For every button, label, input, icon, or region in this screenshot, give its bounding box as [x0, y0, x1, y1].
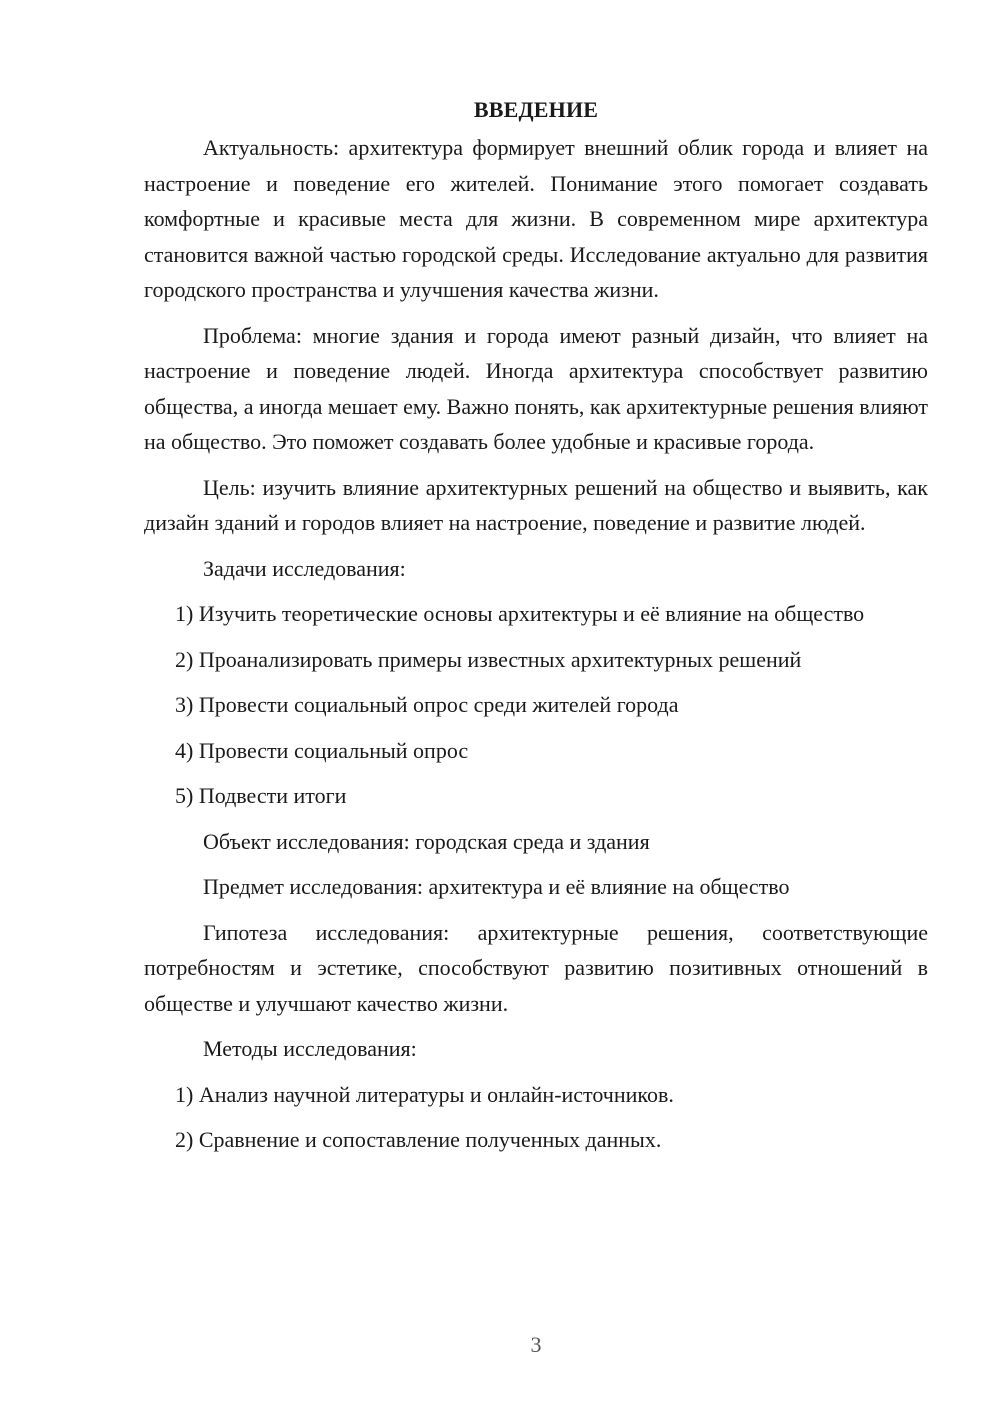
method-item-1: 1) Анализ научной литературы и онлайн-источников. — [175, 1081, 674, 1107]
task-item-4: 4) Провести социальный опрос — [175, 737, 469, 763]
section-title: ВВЕДЕНИЕ — [473, 97, 599, 122]
task-item-1: 1) Изучить теоретические основы архитектуры и её влияние на общество — [175, 601, 865, 626]
tasks-heading: Задачи исследования: — [203, 555, 406, 581]
task-item-3: 3) Провести социальный опрос среди жителей города — [175, 692, 679, 717]
method-item-2: 2) Сравнение и сопоставление полученных данных. — [175, 1127, 662, 1152]
task-item-2: 2) Проанализировать примеры известных архитектурных решений — [175, 646, 802, 672]
problem-paragraph: Проблема: многие здания и города имеют разный дизайн, что влияет на настроение и поведение людей. Иногда архитектура способствует развитию общества, а иногда мешает ему. Важно понять, как архитектурные решения влияют на общество. Это поможет создавать более удобные и красивые города. — [144, 322, 928, 454]
methods-heading: Методы исследования: — [203, 1036, 417, 1061]
research-object: Объект исследования: городская среда и здания — [203, 828, 650, 854]
relevance-paragraph: Актуальность: архитектура формирует внешний облик города и влияет на настроение и поведение его жителей. Понимание этого помогает создавать комфортные и красивые места для жизни. В современном мире архитектура становится важной частью городской среды. Исследование актуально для развития городского пространства и улучшения качества жизни. — [144, 135, 928, 302]
hypothesis-paragraph: Гипотеза исследования: архитектурные решения, соответствующие потребностям и эстетике, способствуют развитию позитивных отношений в обществе и улучшают качество жизни. — [144, 919, 928, 1016]
page-number: 3 — [530, 1332, 542, 1357]
task-item-5: 5) Подвести итоги — [175, 783, 347, 808]
document-page — [144, 92, 928, 1168]
goal-paragraph: Цель: изучить влияние архитектурных решений на общество и выявить, как дизайн зданий и городов влияет на настроение, поведение и развитие людей. — [144, 474, 928, 535]
research-subject: Предмет исследования: архитектура и её влияние на общество — [203, 874, 790, 899]
